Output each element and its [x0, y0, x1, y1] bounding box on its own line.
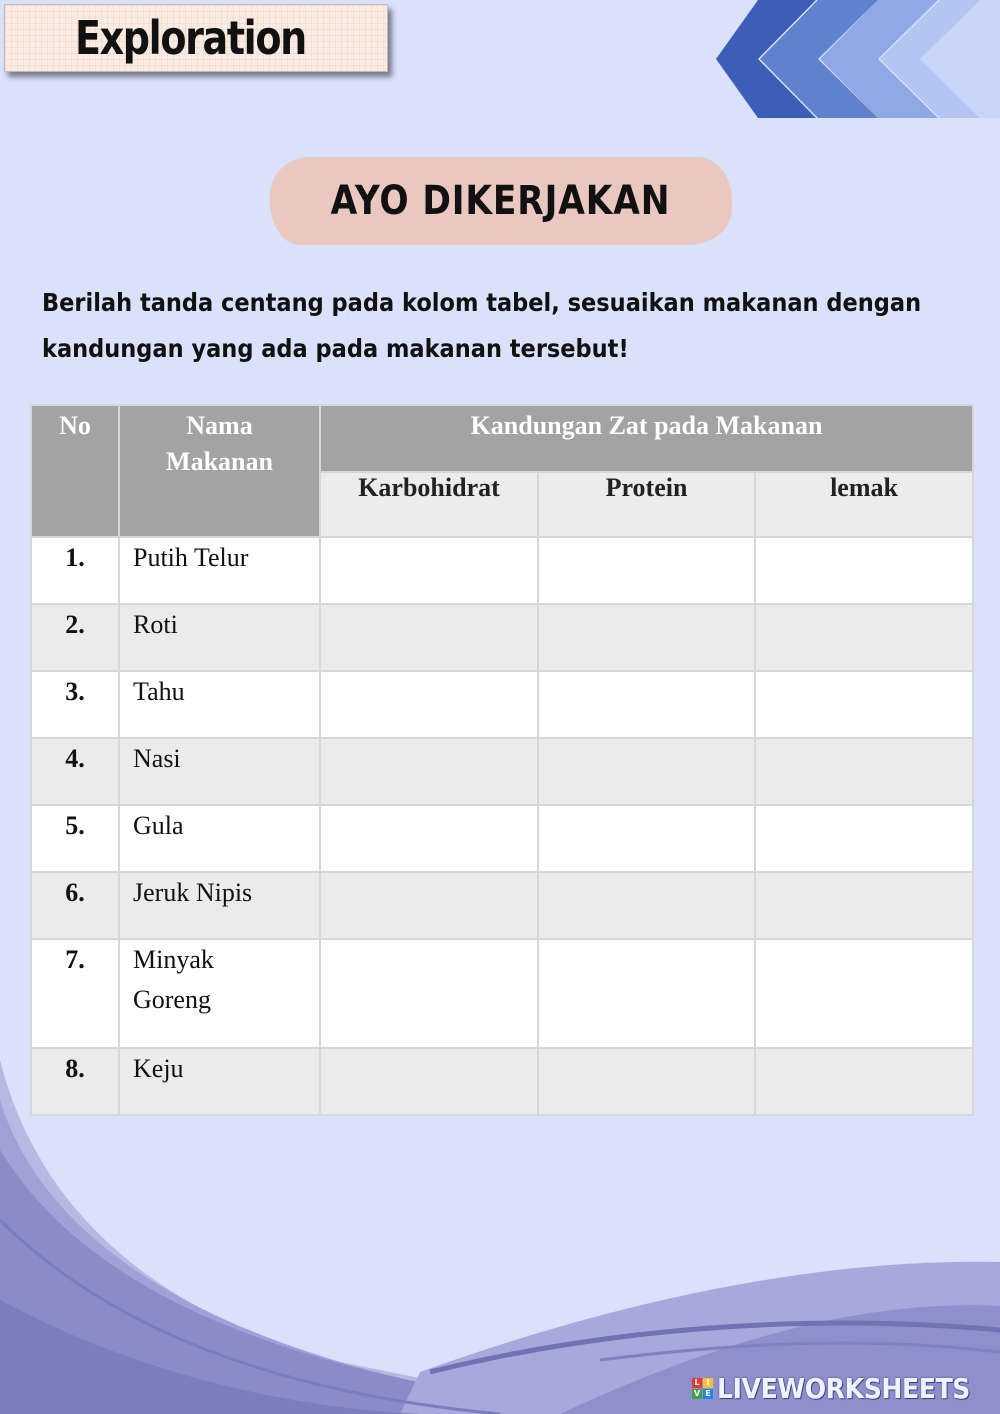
nutrient-table — [30, 404, 974, 1116]
checkbox-cell-carbohydrate[interactable] — [320, 671, 538, 738]
checkbox-cell-fat[interactable] — [755, 1048, 973, 1115]
checkbox-cell-fat[interactable] — [755, 805, 973, 872]
header-nutrient-group: Kandungan Zat pada Makanan — [320, 405, 973, 472]
table-row — [31, 939, 973, 1048]
instruction-text — [42, 280, 942, 372]
food-name: Putih Telur — [119, 537, 320, 604]
checkbox-cell-carbohydrate[interactable] — [320, 738, 538, 805]
header-fat: lemak — [755, 472, 973, 537]
row-number: 2. — [31, 604, 119, 671]
checkbox-cell-fat[interactable] — [755, 939, 973, 1048]
checkbox-cell-carbohydrate[interactable] — [320, 872, 538, 939]
checkbox-cell-fat[interactable] — [755, 738, 973, 805]
checkbox-cell-fat[interactable] — [755, 872, 973, 939]
header-no: No — [31, 405, 119, 537]
checkbox-cell-protein[interactable] — [538, 738, 755, 805]
checkbox-cell-carbohydrate[interactable] — [320, 805, 538, 872]
checkbox-cell-carbohydrate[interactable] — [320, 537, 538, 604]
instruction-line-2: kandungan yang ada pada makanan tersebut! — [42, 334, 629, 363]
liveworksheets-brand-text: LIVEWORKSHEETS — [717, 1372, 971, 1405]
table-row — [31, 604, 973, 671]
row-number: 6. — [31, 872, 119, 939]
table-row — [31, 1048, 973, 1115]
row-number: 7. — [31, 939, 119, 1048]
chevron-arrows-decoration — [710, 0, 1000, 118]
checkbox-cell-protein[interactable] — [538, 1048, 755, 1115]
checkbox-cell-protein[interactable] — [538, 537, 755, 604]
checkbox-cell-protein[interactable] — [538, 805, 755, 872]
header-carbohydrate: Karbohidrat — [320, 472, 538, 537]
row-number: 4. — [31, 738, 119, 805]
row-number: 8. — [31, 1048, 119, 1115]
banner-title: AYO DIKERJAKAN — [331, 178, 671, 224]
instruction-line-1: Berilah tanda centang pada kolom tabel, sesuaikan makanan dengan — [42, 288, 922, 317]
checkbox-cell-fat[interactable] — [755, 537, 973, 604]
exploration-title: Exploration — [75, 11, 306, 65]
food-name: Tahu — [119, 671, 320, 738]
checkbox-cell-fat[interactable] — [755, 604, 973, 671]
food-name — [119, 939, 320, 1048]
exploration-tag — [4, 4, 388, 72]
food-name-line1: Minyak — [133, 945, 214, 974]
row-number: 1. — [31, 537, 119, 604]
header-food-name-line1: Nama — [186, 411, 253, 440]
activity-banner — [270, 157, 732, 245]
liveworksheets-logo-icon: L I V E — [692, 1378, 713, 1399]
header-food-name-line2: Makanan — [166, 447, 273, 476]
checkbox-cell-protein[interactable] — [538, 671, 755, 738]
food-name: Keju — [119, 1048, 320, 1115]
food-name: Jeruk Nipis — [119, 872, 320, 939]
food-name-line2: Goreng — [133, 985, 211, 1014]
checkbox-cell-carbohydrate[interactable] — [320, 1048, 538, 1115]
food-name: Nasi — [119, 738, 320, 805]
table-row — [31, 537, 973, 604]
food-name: Gula — [119, 805, 320, 872]
row-number: 3. — [31, 671, 119, 738]
checkbox-cell-carbohydrate[interactable] — [320, 604, 538, 671]
checkbox-cell-protein[interactable] — [538, 872, 755, 939]
table-row — [31, 805, 973, 872]
food-name: Roti — [119, 604, 320, 671]
liveworksheets-logo — [692, 1372, 998, 1405]
checkbox-cell-carbohydrate[interactable] — [320, 939, 538, 1048]
table-row — [31, 738, 973, 805]
row-number: 5. — [31, 805, 119, 872]
table-row — [31, 872, 973, 939]
header-food-name — [119, 405, 320, 537]
checkbox-cell-protein[interactable] — [538, 604, 755, 671]
header-protein: Protein — [538, 472, 755, 537]
table-row — [31, 671, 973, 738]
checkbox-cell-protein[interactable] — [538, 939, 755, 1048]
checkbox-cell-fat[interactable] — [755, 671, 973, 738]
